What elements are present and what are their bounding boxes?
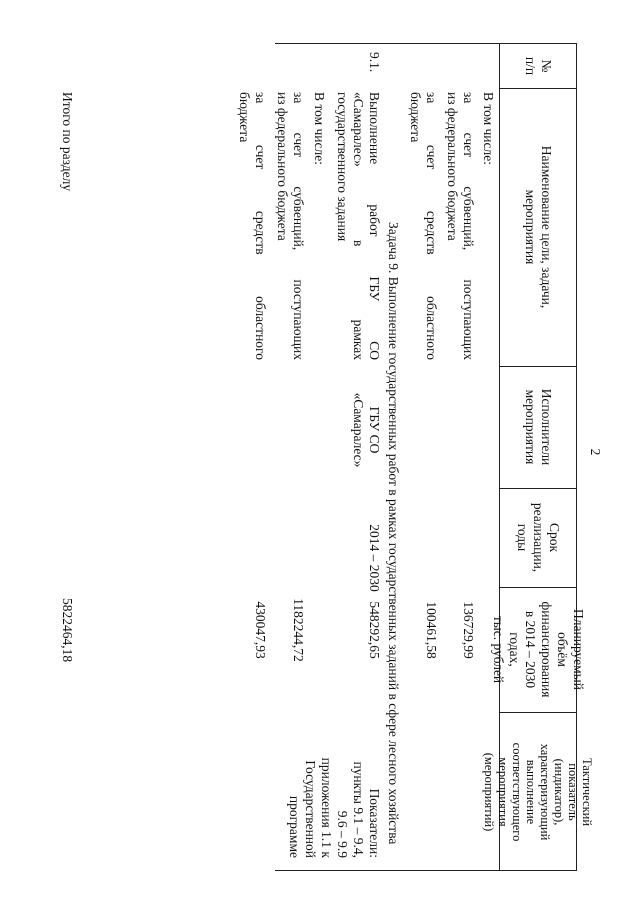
item-executor: ГБУ СО «Самаралес» [351, 392, 382, 468]
header-num: № п/п [523, 56, 554, 76]
item-9-1-name-cont2: государственного задания [335, 92, 350, 242]
section-total-value: 5822464,18 [60, 597, 75, 663]
item-number: 9.1. [367, 52, 382, 73]
federal-subvention-label-2: за счет субвенций, поступающих [291, 92, 306, 360]
header-indicator: Тактический показатель (индикатор), характеризующий выполнение соответствующего мероприятия (мероприятий) [482, 742, 594, 842]
including-label-2: В том числе: [312, 92, 327, 165]
item-9-1-name-cont: «Самаралес» в рамках [351, 92, 366, 360]
task-9-title: Задача 9. Выполнение государственных работ в рамках государственных заданий в сфере лесного хозяйства [386, 222, 401, 845]
regional-budget-value-2: 430047,93 [253, 601, 268, 659]
federal-subvention-label-cont: из федерального бюджета [445, 92, 460, 241]
header-funding: Планируемый объём финансирования в 2014 – 2030 годах, тыс. рублей [491, 601, 586, 698]
regional-budget-value: 100461,58 [424, 601, 439, 659]
item-funding-value: 548292,65 [367, 601, 382, 659]
page-number: 2 [588, 448, 603, 456]
regional-budget-label-2: за счет средств областного [253, 92, 268, 360]
section-total-label: Итого по разделу [60, 92, 75, 192]
federal-subvention-label-2-cont: из федерального бюджета [275, 92, 290, 241]
item-period: 2014 – 2030 [367, 524, 382, 592]
federal-subvention-value-2: 1182244,72 [291, 598, 306, 662]
regional-budget-label-cont: бюджета [408, 92, 423, 143]
including-label: В том числе: [481, 92, 496, 165]
item-9-1-name: Выполнение работ ГБУ СО [367, 92, 382, 360]
federal-subvention-label: за счет субвенций, поступающих [461, 92, 476, 360]
federal-subvention-value: 136729,99 [461, 601, 476, 659]
item-indicator: Показатели: пункты 9.1 – 9.4, 9.6 – 9.9 приложения 1.1 к Государственной программе [287, 757, 382, 858]
regional-budget-label: за счет средств областного [424, 92, 439, 360]
header-executor: Исполнители мероприятия [523, 388, 554, 466]
regional-budget-label-2-cont: бюджета [237, 92, 252, 143]
header-name: Наименование цели, задачи, мероприятия [523, 145, 554, 309]
header-period: Срок реализации, годы [515, 502, 562, 573]
